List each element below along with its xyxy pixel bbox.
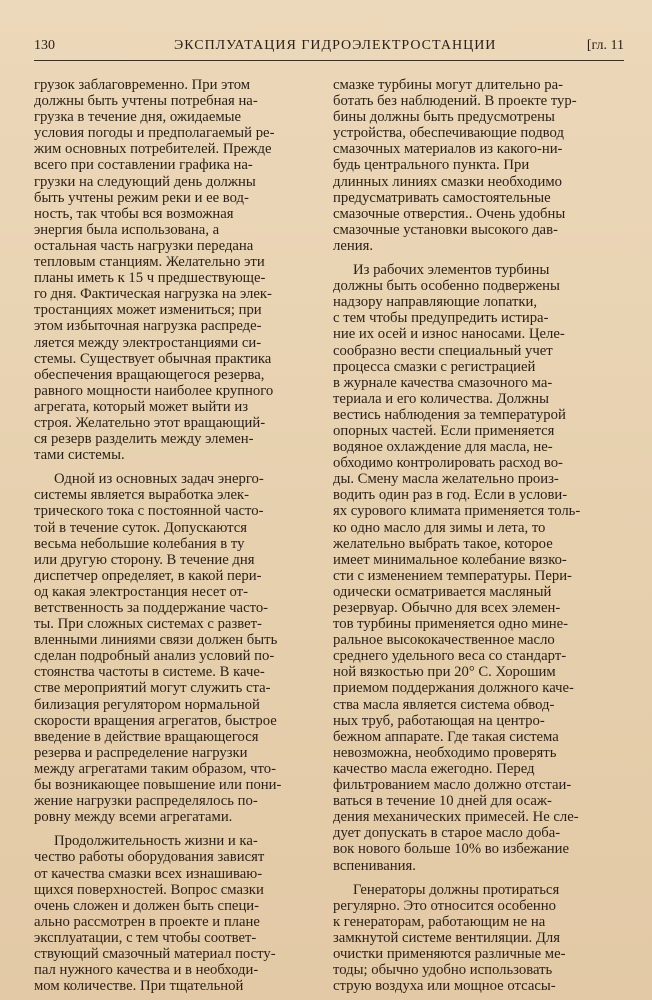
text-line: обходимо контролировать расход во-	[333, 455, 563, 472]
text-line: Генераторы должны протираться	[353, 881, 560, 898]
text-line: качество масла ежегодно. Перед	[333, 760, 535, 777]
text-line: тоды; обычно удобно использовать	[333, 962, 553, 979]
text-line: водить один раз в год. Если в услови-	[333, 487, 568, 504]
text-line: смазочных материалов из какого-ни-	[333, 141, 563, 158]
text-line: тростанциях может измениться; при	[34, 302, 262, 319]
text-line: ность, так чтобы вся возможная	[34, 205, 234, 222]
text-line: ся резерв разделить между элемен-	[34, 431, 254, 448]
text-line: ды. Смену масла желательно произ-	[333, 471, 559, 488]
text-line: энергия была использована, а	[34, 221, 220, 238]
text-line: длинных линиях смазки необходимо	[333, 173, 562, 190]
text-line: остальная часть нагрузки передана	[34, 237, 254, 254]
text-line: грузок заблаговременно. При этом	[34, 77, 251, 93]
text-line: ной вязкостью при 20° С. Хорошим	[333, 664, 556, 681]
paragraph-gap	[333, 254, 618, 262]
text-line: ко одно масло для зимы и лета, то	[333, 519, 546, 536]
left-paragraph	[34, 77, 319, 463]
text-line: тами системы.	[34, 447, 125, 464]
text-line: ние их осей и износ наносами. Целе-	[333, 326, 565, 343]
text-line: введение в действие вращающегося	[34, 728, 259, 745]
text-line: от качества смазки всех изнашиваю-	[34, 865, 263, 882]
text-line: будь центрального пункта. При	[333, 157, 530, 174]
text-line: агрегата, который может выйти из	[34, 398, 248, 415]
text-line: сти с изменением температуры. Пери-	[333, 567, 572, 584]
text-line: резервуар. Обычно для всех элемен-	[333, 600, 561, 616]
text-line: ты. При сложных системах с развет-	[34, 616, 262, 633]
left-paragraph	[34, 833, 319, 994]
text-line: имеет минимальное колебание вязко-	[333, 551, 567, 568]
text-line: тов турбины применяется одно мине-	[333, 616, 569, 633]
text-line: дует допускать в старое масло доба-	[333, 825, 561, 842]
text-line: вленными линиями связи должен быть	[34, 632, 278, 649]
text-line: приемом поддержания должного каче-	[333, 680, 574, 697]
text-line: тепловым станциям. Желательно эти	[34, 254, 265, 271]
text-line: резерва и распределение нагрузки	[34, 744, 248, 761]
text-line: грузки на следующий день должны	[34, 173, 256, 190]
text-line: быть учтены режим реки и ее вод-	[34, 189, 249, 206]
text-line: стемы. Существует обычная практика	[34, 350, 272, 367]
text-line: трического тока с постоянной часто-	[34, 503, 264, 520]
text-line: бы возникающее повышение или пони-	[34, 777, 282, 794]
text-line: стве мероприятий могут служить ста-	[34, 680, 271, 697]
text-line: к генераторам, работающим не на	[333, 913, 546, 930]
text-line: обеспечения вращающегося резерва,	[34, 366, 265, 383]
text-line: Из рабочих элементов турбины	[353, 262, 550, 279]
text-line: регулярно. Это относится особенно	[333, 897, 556, 914]
right-paragraph	[333, 882, 618, 995]
text-line: смазочные установки высокого дав-	[333, 221, 558, 238]
header-rule	[34, 60, 624, 61]
text-line: Одной из основных задач энерго-	[54, 471, 264, 488]
text-line: смазочные отверстия.. Очень удобны	[333, 205, 566, 222]
text-line: вестись наблюдения за температурой	[333, 406, 566, 423]
running-title: ЭКСПЛУАТАЦИЯ ГИДРОЭЛЕКТРОСТАНЦИИ	[174, 38, 497, 53]
text-line: пал нужного качества и в необходи-	[34, 962, 259, 979]
text-line: планы иметь к 15 ч предшествующе-	[34, 270, 266, 287]
text-line: между агрегатами таким образом, что-	[34, 760, 276, 777]
left-column	[34, 77, 319, 994]
text-line: го дня. Фактическая нагрузка на элек-	[34, 286, 272, 303]
text-line: сообразно вести специальный учет	[333, 342, 553, 359]
text-line: опорных частей. Если применяется	[333, 422, 555, 439]
text-line: вспенивания.	[333, 857, 416, 874]
text-line: или другую сторону. В течение дня	[34, 551, 255, 568]
text-line: ях сурового климата применяется толь-	[333, 503, 581, 520]
text-line: Продолжительность жизни и ка-	[54, 833, 258, 850]
text-line: ления.	[333, 237, 373, 254]
text-line: одически осматривается масляный	[333, 583, 552, 600]
chapter-label: [гл. 11	[586, 38, 624, 53]
left-paragraph	[34, 471, 319, 825]
text-line: од какая электростанция несет от-	[34, 583, 248, 600]
paragraph-gap	[333, 874, 618, 882]
text-line: бины должны быть предусмотрены	[333, 109, 555, 126]
text-line: водяное охлаждение для масла, не-	[333, 439, 553, 456]
text-line: системы является выработка элек-	[34, 487, 250, 504]
text-line: вок нового больше 10% во избежание	[333, 841, 570, 858]
text-line: невозможна, необходимо проверять	[333, 744, 557, 761]
text-line: фильтрованием масло должно отстаи-	[333, 777, 572, 794]
right-paragraph	[333, 262, 618, 874]
text-line: бежном аппарате. Где такая система	[333, 728, 559, 745]
text-line: ально рассмотрен в проекте и плане	[34, 913, 260, 930]
text-line: надзору направляющие лопатки,	[333, 294, 538, 311]
text-line: очистки применяются различные ме-	[333, 945, 566, 962]
text-line: ровну между всеми агрегатами.	[34, 809, 233, 826]
text-line: ваться в течение 10 дней для осаж-	[333, 793, 552, 810]
right-column	[333, 77, 618, 994]
text-line: равного мощности наиболее крупного	[34, 382, 274, 399]
text-line: чество работы оборудования зависят	[34, 849, 265, 866]
text-line: сделан подробный анализ условий по-	[34, 648, 275, 665]
text-line: должны быть особенно подвержены	[333, 278, 560, 295]
text-line: всего при составлении графика на-	[34, 157, 253, 174]
text-line: ства масла является система обвод-	[333, 696, 555, 713]
text-line: стоянства частоты в системе. В каче-	[34, 664, 265, 681]
text-line: процесса смазки с регистрацией	[333, 358, 536, 375]
text-line: условия погоды и предполагаемый ре-	[34, 125, 275, 142]
text-line: очень сложен и должен быть специ-	[34, 897, 260, 914]
text-line: весьма небольшие колебания в ту	[34, 535, 245, 552]
text-line: этом избыточная нагрузка распреде-	[34, 318, 262, 335]
text-line: среднего удельного веса со стандарт-	[333, 648, 567, 665]
page-number: 130	[34, 38, 55, 53]
text-line: скорости вращения агрегатов, быстрое	[34, 712, 277, 729]
text-line: билизация регулятором нормальной	[34, 696, 260, 713]
text-line: ральное высококачественное масло	[333, 632, 555, 649]
text-line: той в течение суток. Допускаются	[34, 519, 247, 536]
text-line: щихся поверхностей. Вопрос смазки	[34, 881, 264, 898]
text-line: грузка в течение дня, ожидаемые	[34, 109, 242, 126]
text-line: диспетчер определяет, в какой пери-	[34, 567, 262, 584]
text-line: териала и его количества. Должны	[333, 390, 549, 407]
paragraph-gap	[34, 825, 319, 833]
text-line: жение нагрузки распределялось по-	[34, 793, 258, 810]
text-line: ботать без наблюдений. В проекте тур-	[333, 93, 577, 110]
text-line: устройства, обеспечивающие подвод	[333, 125, 564, 142]
text-line: струю воздуха или мощное отсасы-	[333, 978, 556, 995]
text-line: смазке турбины могут длительно ра-	[333, 77, 563, 93]
text-line: дения механических примесей. Не сле-	[333, 809, 579, 826]
right-paragraph	[333, 77, 618, 254]
text-line: желательно выбрать такое, которое	[333, 535, 553, 552]
text-line: ствующий смазочный материал посту-	[34, 945, 276, 962]
text-line: эксплуатации, с тем чтобы соответ-	[34, 929, 257, 946]
text-line: ветственность за поддержание часто-	[34, 600, 269, 616]
text-line: предусматривать самостоятельные	[333, 189, 551, 206]
text-line: должны быть учтены потребная на-	[34, 93, 258, 110]
text-line: замкнутой системе вентиляции. Для	[333, 929, 560, 946]
text-line: ляется между электростанциями си-	[34, 334, 262, 351]
paragraph-gap	[34, 463, 319, 471]
text-line: с тем чтобы предупредить истира-	[333, 310, 549, 327]
text-line: жим основных потребителей. Прежде	[34, 141, 272, 158]
page-header	[34, 36, 624, 56]
text-line: мом количестве. При тщательной	[34, 978, 244, 995]
text-line: в журнале качества смазочного ма-	[333, 374, 553, 391]
text-line: строя. Желательно этот вращающий-	[34, 414, 266, 431]
text-line: ных труб, работающая на центро-	[333, 712, 545, 729]
